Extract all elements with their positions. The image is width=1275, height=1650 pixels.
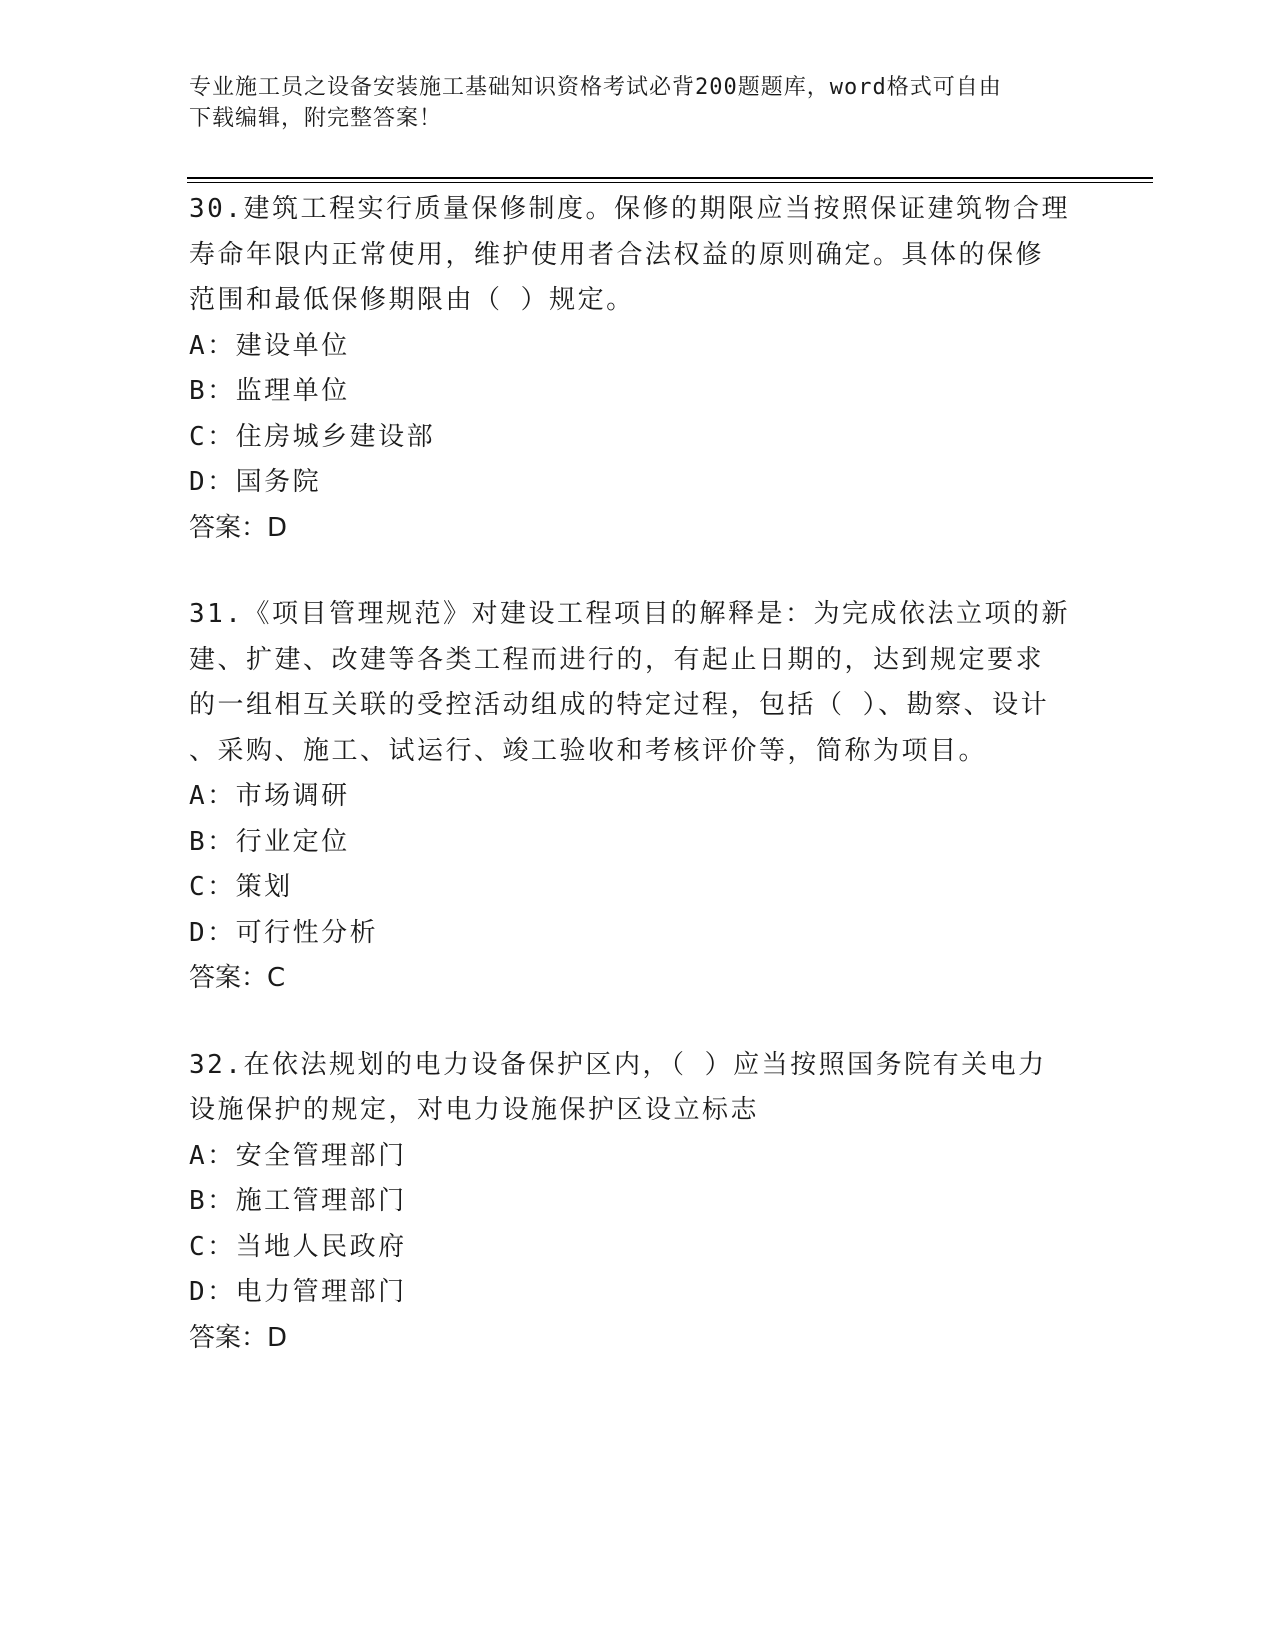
question-text-line: 31.《项目管理规范》对建设工程项目的解释是：为完成依法立项的新 <box>189 599 1070 629</box>
question-text-line: 、采购、施工、试运行、竣工验收和考核评价等，简称为项目。 <box>189 735 988 766</box>
answer-label: 答案：D <box>189 512 288 543</box>
question-text-line: 范围和最低保修期限由（ ）规定。 <box>189 285 635 315</box>
answer-label: 答案：C <box>189 963 286 993</box>
option-c: C：当地人民政府 <box>189 1231 407 1262</box>
answer-label: 答案：D <box>189 1322 288 1353</box>
option-c: C：住房城乡建设部 <box>189 421 436 452</box>
question-list <box>189 187 1089 1402</box>
question-text-line: 设施保护的规定，对电力设施保护区设立标志 <box>189 1095 760 1125</box>
header-divider-thin <box>187 182 1153 183</box>
question-text-line: 的一组相互关联的受控活动组成的特定过程，包括（ ）、勘察、设计 <box>189 690 1050 720</box>
option-d: D：可行性分析 <box>189 917 379 948</box>
option-a: A：市场调研 <box>189 781 350 811</box>
header-line-1: 专业施工员之设备安装施工基础知识资格考试必背200题题库，word格式可自由 <box>189 75 1002 100</box>
option-d: D：电力管理部门 <box>189 1277 407 1307</box>
document-header <box>189 72 1089 134</box>
question-text-line: 建、扩建、改建等各类工程而进行的，有起止日期的，达到规定要求 <box>189 644 1045 675</box>
option-a: A：安全管理部门 <box>189 1140 407 1171</box>
header-divider-thick <box>187 177 1153 179</box>
question-30 <box>189 187 1089 551</box>
option-a: A：建设单位 <box>189 330 350 361</box>
question-32 <box>189 1043 1089 1362</box>
option-c: C：策划 <box>189 872 293 902</box>
option-b: B：行业定位 <box>189 826 350 857</box>
question-text-line: 30.建筑工程实行质量保修制度。保修的期限应当按照保证建筑物合理 <box>189 194 1070 224</box>
question-31 <box>189 592 1089 1002</box>
option-b: B：监理单位 <box>189 376 350 406</box>
question-text-line: 寿命年限内正常使用，维护使用者合法权益的原则确定。具体的保修 <box>189 239 1045 270</box>
question-text-line: 32.在依法规划的电力设备保护区内，（ ）应当按照国务院有关电力 <box>189 1049 1047 1080</box>
option-b: B：施工管理部门 <box>189 1186 407 1216</box>
option-d: D：国务院 <box>189 467 322 497</box>
header-line-2: 下载编辑，附完整答案！ <box>189 106 443 131</box>
